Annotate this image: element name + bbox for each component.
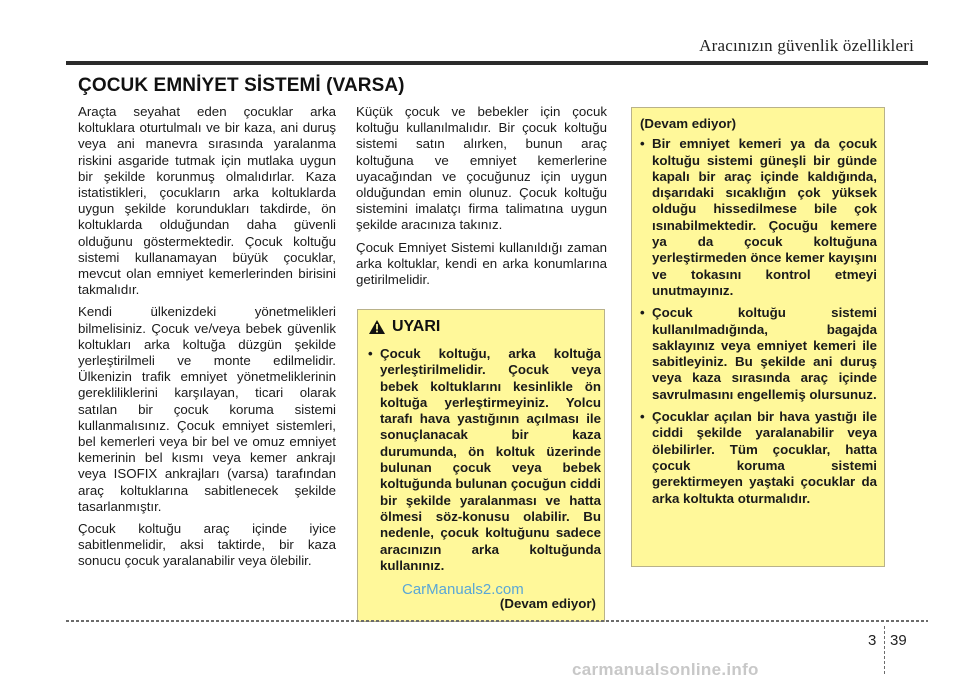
chapter-title: Aracınızın güvenlik özellikleri	[699, 36, 914, 55]
warning-text: Çocuk koltuğu, arka koltuğa yerleştirilmelidir. Çocuk veya bebek koltuklarını kesinlikle ön koltuğa yerleştirmeyiniz. Yolcu tarafı hava yastığının açılması ile sonuçlanacak bir kaza durumunda, ön koltuk üzerinde bulunan çocuk veya bebek koltuğunda bulunan çocuğun ciddi bir şekilde yaralanması ve hatta ölmesi söz-konusu olabilir. Bu nedenle, çocuk koltuğunu sadece aracınızın arka koltuğunda kullanınız.	[380, 346, 601, 573]
continued-header: (Devam ediyor)	[640, 116, 737, 131]
paragraph: Kendi ülkenizdeki yönetmelikleri bilmelisiniz. Çocuk ve/veya bebek güvenlik koltukları arka koltuğa düzgün şekilde yerleştirilmeli ve monte edilmelidir. Ülkenizin trafik emniyet yönetmeliklerinin gerekliliklerini karşılayan, ticari olarak satılan bir çocuk koruma sistemi kullanmalısınız. Çocuk emniyet sistemleri, bel kemerleri veya bir bel ve omuz emniyet kemerinin bel kısmı veya kemer ankrajı veya ISOFIX ankrajları (varsa) tarafından araç koltuklarına sabitlenecek şekilde tasarlanmıştır.	[78, 304, 336, 514]
page-number: 39	[890, 632, 907, 649]
continued-label: (Devam ediyor)	[499, 596, 596, 611]
bullet-icon: •	[640, 409, 645, 425]
chapter-number: 3	[868, 632, 877, 649]
list-item-text: Bir emniyet kemeri ya da çocuk koltuğu sistemi güneşli bir günde kapalı bir araç içinde kaldığında, dışarıdaki sıcaklığın çok yüksek olduğu hissedilmese bile çok ısınabilmektedir. Çocuğu kemere ya da çocuk koltuğuna yerleştirmeden önce kemer kayışını ve tokasını kontrol etmeyi unutmayınız.	[652, 136, 877, 298]
list-item-text: Çocuk koltuğu sistemi kullanılmadığında, bagajda saklayınız veya emniyet kemeri ile sabitleyiniz. Bu şekilde ani duruş veya kaza sırasında araç içinde savrulmasını engellemiş olursunuz.	[652, 305, 877, 402]
body-column-left	[78, 104, 336, 576]
page-separator	[884, 626, 885, 676]
paragraph: Çocuk koltuğu araç içinde iyice sabitlenmelidir, aksi taktirde, bir kaza sonucu çocuk yaralanabilir veya ölebilir.	[78, 521, 336, 569]
warning-box	[357, 309, 605, 622]
footer-rule	[66, 620, 928, 622]
header-rule	[66, 61, 928, 65]
list-item	[640, 136, 877, 299]
paragraph: Araçta seyahat eden çocuklar arka koltuklara oturtulmalı ve bir kaza, ani duruş veya ani manevra sırasında yaralanma riskini asgaride tutmak için mutlaka uygun bir şekilde korunmuş olmalıdırlar. Kaza istatistikleri, çocukların arka koltuklarda uygun şekilde korundukları takdirde, ön koltuklarda olduğundan daha güvenli olduğunu göstermektedir. Çocuk koltuğu sistemi kullanamayan büyük çocuklar, mevcut olan emniyet kemerlerinden birisini takmalıdır.	[78, 104, 336, 298]
bullet-icon: •	[368, 346, 373, 361]
footer-brand: carmanualsonline.info	[572, 660, 759, 679]
paragraph: Küçük çocuk ve bebekler için çocuk koltuğu kullanılmalıdır. Bir çocuk koltuğu sistemi satın alırken, bunun araç koltuğuna ve emniyet kemerlerine uyacağından ve çocuğunuz için uygun olduğundan emin olunuz. Çocuk koltuğu sistemini imalatçı firma talimatına uygun şekilde aracınıza takınız.	[356, 104, 607, 233]
section-title: ÇOCUK EMNİYET SİSTEMİ (VARSA)	[78, 75, 405, 96]
list-item	[640, 305, 877, 403]
warning-label: UYARI	[392, 318, 441, 335]
watermark: CarManuals2.com	[402, 581, 524, 598]
warning-body	[368, 346, 601, 574]
list-item	[368, 346, 601, 574]
bullet-icon: •	[640, 136, 645, 152]
warning-triangle-icon	[368, 319, 386, 335]
bullet-icon: •	[640, 305, 645, 321]
warning-heading	[368, 318, 440, 336]
body-column-middle	[356, 104, 607, 294]
paragraph: Çocuk Emniyet Sistemi kullanıldığı zaman arka koltuklar, kendi en arka konumlarına getirilmelidir.	[356, 239, 607, 288]
list-item-text: Çocuklar açılan bir hava yastığı ile ciddi şekilde yaralanabilir veya ölebilirler. Tüm çocuklar, hatta çocuk koruma sistemi gerektirmeyen yaştaki çocuklar da arka koltukta oturmalıdır.	[652, 409, 877, 506]
continued-warning-box	[631, 107, 885, 567]
list-item	[640, 409, 877, 507]
